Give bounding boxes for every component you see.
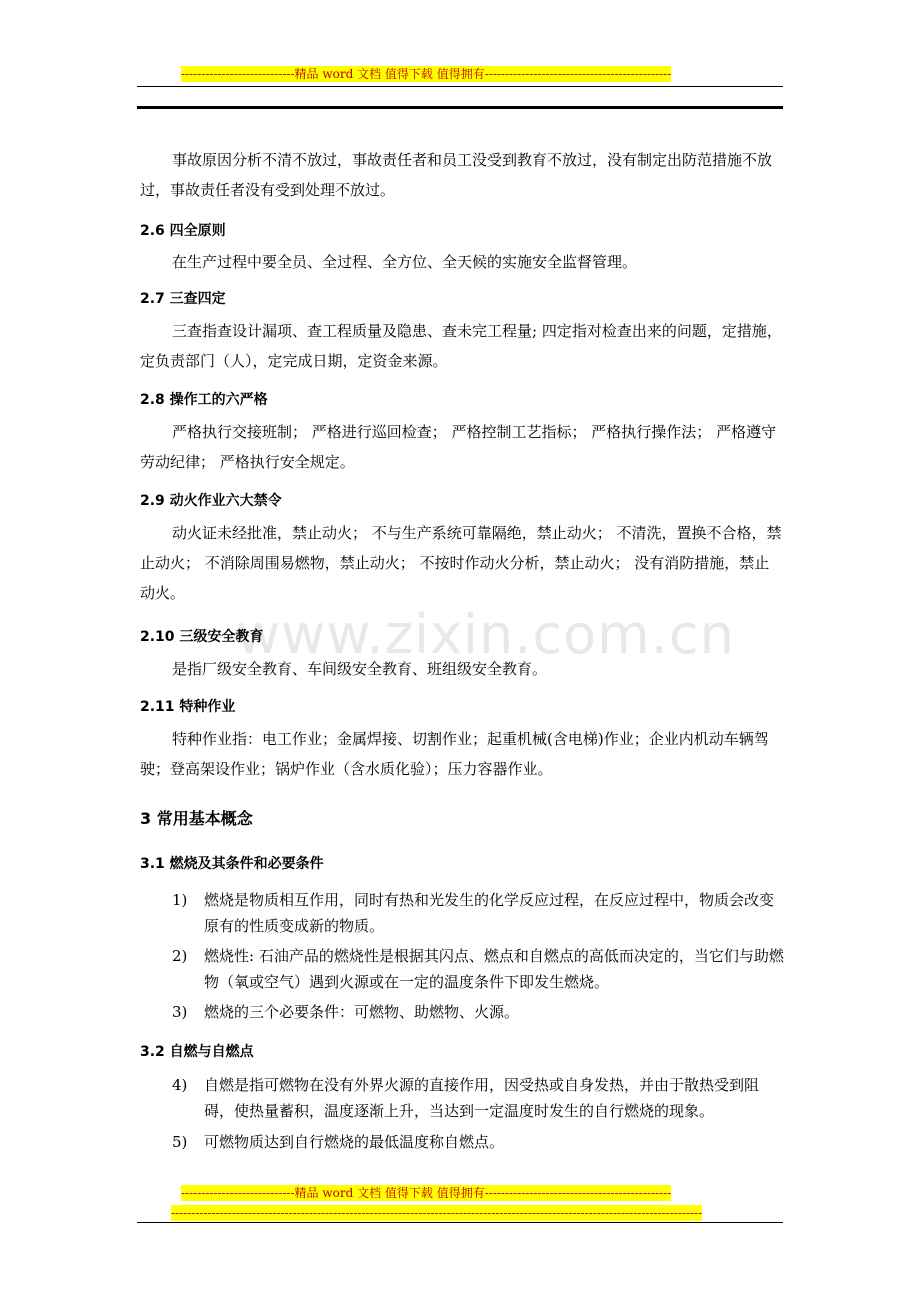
list-item-number: 1) — [172, 891, 188, 909]
list-item-text: 可燃物质达到自行燃烧的最低温度称自燃点。 — [204, 1133, 505, 1151]
header-rule-thick — [137, 106, 783, 109]
list-item-text: 燃烧性: 石油产品的燃烧性是根据其闪点、燃点和自燃点的高低而决定的，当它们与助燃物（氧或空气）遇到火源或在一定的温度条件下即发生燃烧。 — [204, 947, 784, 991]
list-item-number: 5) — [172, 1133, 188, 1151]
paragraph-2-10: 是指厂级安全教育、车间级安全教育、班组级安全教育。 — [172, 660, 548, 678]
heading-2-8: 2.8 操作工的六严格 — [140, 392, 268, 408]
footer-dashes: ----------------------------------------------------------------------------------------------------------------------------------- — [171, 1206, 703, 1220]
paragraph-2-9: 动火证未经批准，禁止动火； 不与生产系统可靠隔绝，禁止动火； 不清洗，置换不合格，禁止动火； 不消除周围易燃物，禁止动火； 不按时作动火分析，禁止动火； 没有消防措施，禁止动火。 — [140, 524, 782, 602]
heading-3-1: 3.1 燃烧及其条件和必要条件 — [140, 856, 324, 872]
list-item-number: 4) — [172, 1076, 188, 1094]
watermark: www.zixin.com.cn — [236, 603, 735, 666]
paragraph-2-11: 特种作业指：电工作业；金属焊接、切割作业；起重机械(含电梯)作业；企业内机动车辆驾驶；登高架设作业；锅炉作业（含水质化验）；压力容器作业。 — [140, 730, 769, 778]
paragraph-2-8: 严格执行交接班制； 严格进行巡回检查； 严格控制工艺指标； 严格执行操作法； 严格遵守劳动纪律； 严格执行安全规定。 — [140, 423, 777, 471]
heading-2-10: 2.10 三级安全教育 — [140, 629, 264, 645]
footer-rule — [137, 1222, 783, 1223]
paragraph-2-7: 三查指查设计漏项、查工程质量及隐患、查未完工程量; 四定指对检查出来的问题，定措施，定负责部门（人），定完成日期，定资金来源。 — [140, 322, 782, 370]
list-item-number: 2) — [172, 947, 188, 965]
list-item-text: 燃烧的三个必要条件：可燃物、助燃物、火源。 — [204, 1003, 520, 1021]
list-item-text: 自燃是指可燃物在没有外界火源的直接作用，因受热或自身发热，并由于散热受到阻碍，使热量蓄积，温度逐渐上升，当达到一定温度时发生的自行燃烧的现象。 — [204, 1076, 760, 1120]
list-item-text: 燃烧是物质相互作用，同时有热和光发生的化学反应过程，在反应过程中，物质会改变原有的性质变成新的物质。 — [204, 891, 775, 935]
header-rule-thin — [137, 86, 783, 87]
list-item-number: 3) — [172, 1003, 188, 1021]
paragraph-accident-principle: 事故原因分析不清不放过，事故责任者和员工没受到教育不放过，没有制定出防范措施不放过，事故责任者没有受到处理不放过。 — [140, 151, 773, 199]
heading-3-2: 3.2 自燃与自燃点 — [140, 1044, 254, 1060]
heading-2-7: 2.7 三查四定 — [140, 291, 226, 307]
paragraph-2-6: 在生产过程中要全员、全过程、全方位、全天候的实施安全监督管理。 — [172, 253, 638, 271]
heading-3: 3 常用基本概念 — [140, 809, 253, 828]
header-banner: ----------------------------精品 word 文档 值得下载 值得拥有---------------------------------------------- — [181, 67, 672, 81]
heading-2-11: 2.11 特种作业 — [140, 699, 236, 715]
heading-2-9: 2.9 动火作业六大禁令 — [140, 493, 282, 509]
footer-banner: ----------------------------精品 word 文档 值得下载 值得拥有---------------------------------------------- — [181, 1186, 672, 1200]
heading-2-6: 2.6 四全原则 — [140, 223, 226, 239]
